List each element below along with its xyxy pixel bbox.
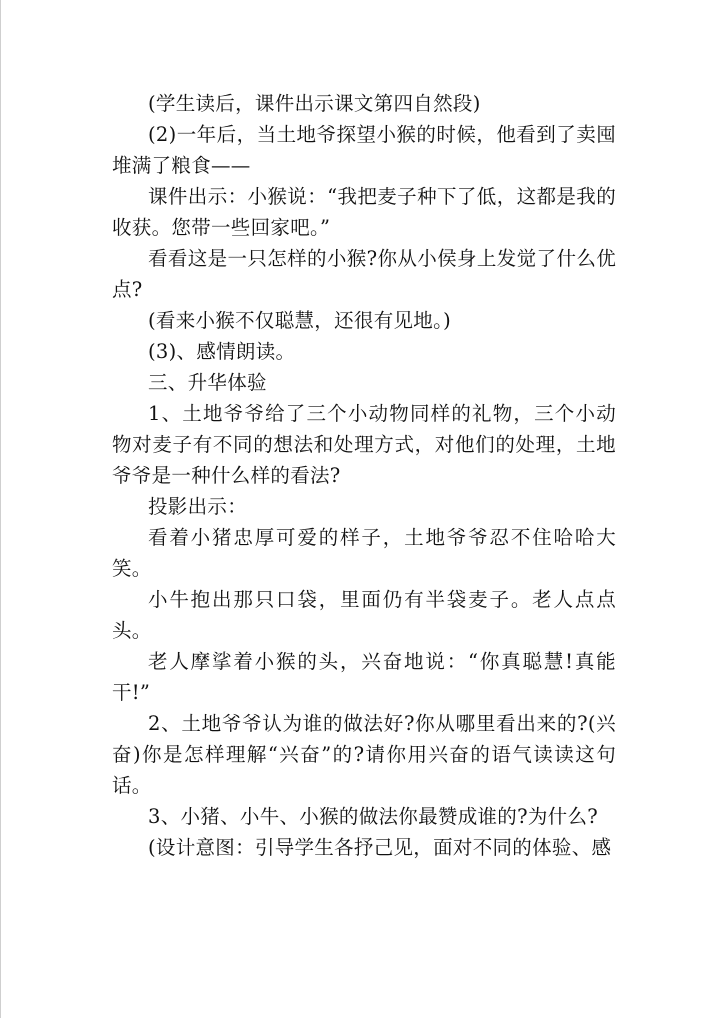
paragraph: 看看这是一只怎样的小猴?你从小侯身上发觉了什么优点? [112,247,616,301]
paragraph: (2)一年后，当土地爷探望小猴的时候，他看到了卖囤堆满了粮食—— [112,123,616,177]
paragraph: 投影出示： [148,495,248,518]
paragraph: 2、土地爷爷认为谁的做法好?你从哪里看出来的?(兴奋)你是怎样理解“兴奋”的?请你用兴奋的语气读读这句话。 [112,712,616,797]
paragraph: 3、小猪、小牛、小猴的做法你最赞成谁的?为什么? [148,805,599,828]
paragraph: 小牛抱出那只口袋，里面仍有半袋麦子。老人点点头。 [112,588,616,642]
document-body [112,88,616,863]
paragraph: 老人摩挲着小猴的头，兴奋地说：“你真聪慧!真能干!” [112,650,616,704]
section-heading: 三、升华体验 [148,371,267,394]
paragraph: (看来小猴不仅聪慧，还很有见地。) [148,309,452,332]
paragraph: 1、土地爷爷给了三个小动物同样的礼物，三个小动物对麦子有不同的想法和处理方式，对他们的处理，土地爷爷是一种什么样的看法? [112,402,616,487]
paragraph: 看着小猪忠厚可爱的样子，土地爷爷忍不住哈哈大笑。 [112,526,616,580]
paragraph: (设计意图：引导学生各抒己见，面对不同的体验、感 [148,836,612,859]
paragraph: (学生读后，课件出示课文第四自然段) [148,92,481,115]
paragraph: 课件出示：小猴说：“我把麦子种下了低，这都是我的收获。您带一些回家吧。” [112,185,616,239]
paragraph: (3)、感情朗读。 [148,340,296,363]
